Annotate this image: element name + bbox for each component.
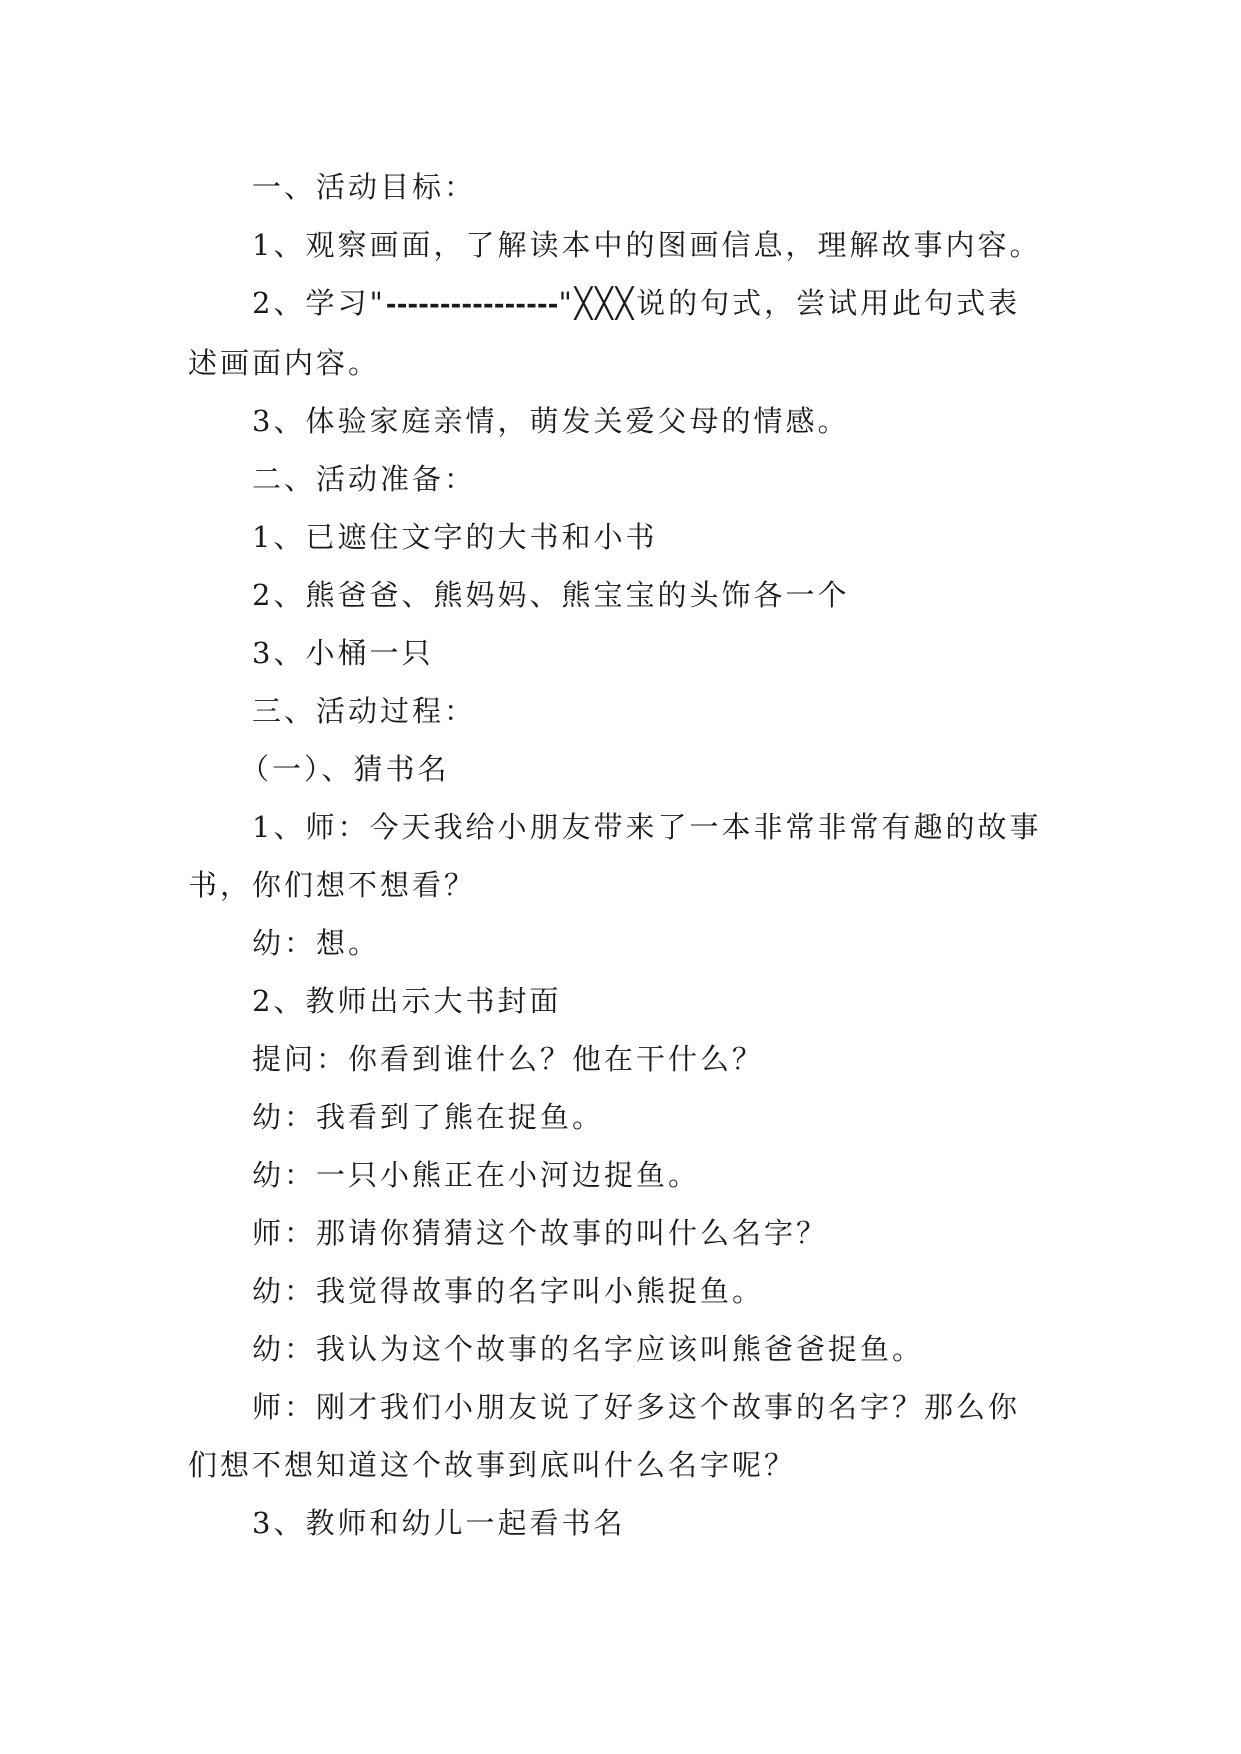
dialogue-line: 幼：想。 <box>252 926 381 960</box>
heading-activity-preparation: 二、活动准备： <box>252 462 477 496</box>
goal-item-1: 1、观察画面，了解读本中的图画信息，理解故事内容。 <box>252 228 1042 262</box>
prep-item-1: 1、已遮住文字的大书和小书 <box>252 520 658 554</box>
goal-item-2-prefix: 2、学习" <box>252 286 386 320</box>
dialogue-line: 幼：我认为这个故事的名字应该叫熊爸爸捉鱼。 <box>252 1332 925 1366</box>
dialogue-line: 提问：你看到谁什么？他在干什么？ <box>252 1042 765 1076</box>
heading-activity-process: 三、活动过程： <box>252 694 477 728</box>
heading-activity-goals: 一、活动目标： <box>252 170 477 204</box>
document-body <box>188 158 1048 1552</box>
dialogue-line: 幼：我看到了熊在捉鱼。 <box>252 1100 605 1134</box>
prep-item-2: 2、熊爸爸、熊妈妈、熊宝宝的头饰各一个 <box>252 578 850 612</box>
goal-item-2-suffix: "╳╳╳说的句式，尝试用此句式表述画面内容。 <box>188 286 1021 380</box>
dialogue-line: 幼：一只小熊正在小河边捉鱼。 <box>252 1158 701 1192</box>
dialogue-line: 幼：我觉得故事的名字叫小熊捉鱼。 <box>252 1274 765 1308</box>
prep-item-3: 3、小桶一只 <box>252 636 434 670</box>
goal-item-2 <box>188 274 1048 392</box>
dialogue-line: 师：刚才我们小朋友说了好多这个故事的名字？那么你们想不想知道这个故事到底叫什么名字呢？ <box>188 1390 1021 1482</box>
process-item-1: 1、师：今天我给小朋友带来了一本非常非常有趣的故事书，你们想不想看？ <box>188 810 1042 902</box>
process-item-2: 2、教师出示大书封面 <box>252 984 562 1018</box>
goal-item-3: 3、体验家庭亲情，萌发关爱父母的情感。 <box>252 404 850 438</box>
goal-item-2-dashes: ---------------- <box>385 290 559 320</box>
process-item-3: 3、教师和幼儿一起看书名 <box>252 1506 626 1540</box>
subheading-guess-title: （一）、猜书名 <box>240 752 450 786</box>
dialogue-line: 师：那请你猜猜这个故事的叫什么名字？ <box>252 1216 829 1250</box>
